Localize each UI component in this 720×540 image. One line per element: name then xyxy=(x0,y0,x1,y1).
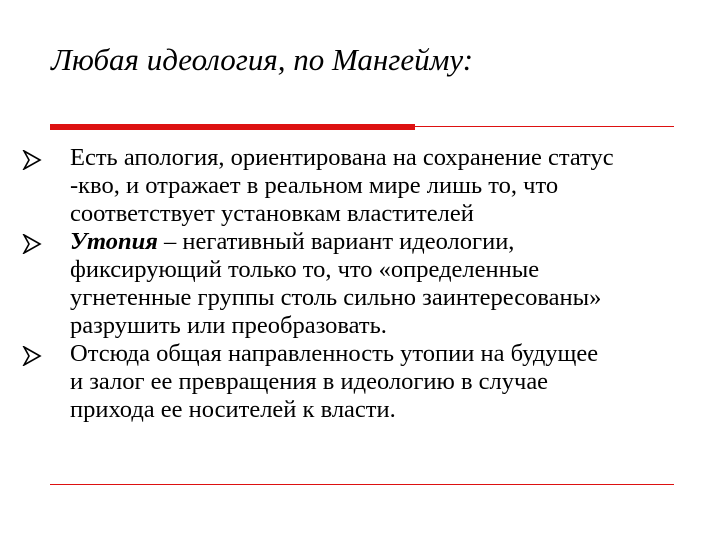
bullet-line: – негативный вариант идеологии, xyxy=(157,228,515,255)
bullet-line: Отсюда общая направленность утопии на будущее xyxy=(70,340,599,367)
bullet-line: прихода ее носителей к власти. xyxy=(70,396,396,423)
bullet-line: фиксирующий только то, что «определенные xyxy=(70,256,540,283)
bullet-line: и залог ее превращения в идеологию в случае xyxy=(70,368,549,395)
bullet-line: -кво, и отражает в реальном мире лишь то, что xyxy=(70,172,559,199)
bullet-item-apology xyxy=(0,144,720,228)
bullet-line: угнетенные группы столь сильно заинтересованы» xyxy=(70,284,602,311)
slide-title: Любая идеология, по Мангейму: xyxy=(51,42,474,77)
footer-rule xyxy=(50,484,674,485)
bullet-line: Есть апология, ориентирована на сохранение статус xyxy=(70,144,614,171)
bullet-line: соответствует установкам властителей xyxy=(70,200,474,227)
arrow-head-bullet-icon xyxy=(22,150,42,170)
bullet-list xyxy=(0,144,720,424)
title-underline-thin xyxy=(415,126,674,127)
bullet-item-utopia xyxy=(0,228,720,340)
bullet-line: разрушить или преобразовать. xyxy=(70,312,387,339)
title-underline-thick xyxy=(50,124,415,130)
arrow-head-bullet-icon xyxy=(22,346,42,366)
arrow-head-bullet-icon xyxy=(22,234,42,254)
bullet-item-direction xyxy=(0,340,720,424)
emphasis-term: Утопия xyxy=(70,228,158,255)
